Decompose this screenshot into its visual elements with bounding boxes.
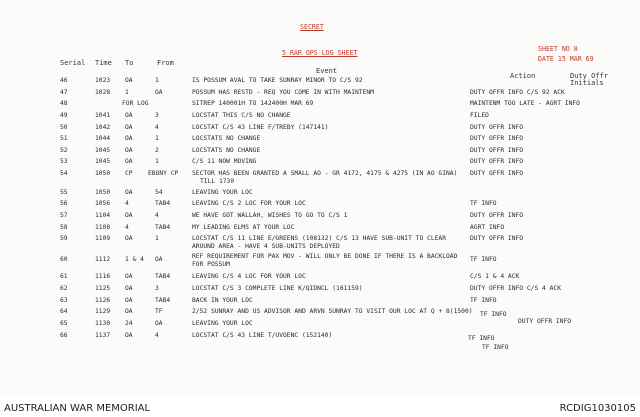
cell-event: LOCSTATS NO CHANGE xyxy=(192,135,261,142)
cell-event: LOCSTAT THIS C/S NO CHANGE xyxy=(192,112,291,119)
table-row xyxy=(0,77,640,87)
cell-action: DUTY OFFR INFO C/S 4 ACK xyxy=(470,285,561,292)
cell-serial: 62 xyxy=(60,285,68,292)
cell-event: C/S 11 NOW MOVING xyxy=(192,158,257,165)
cell-serial: 46 xyxy=(60,77,68,84)
col-header-time: Time xyxy=(95,59,112,67)
cell-event: LOCSTATS NO CHANGE xyxy=(192,147,261,154)
cell-event: LOCSTAT C/S 43 LINE T/UVOENC (152140) xyxy=(192,332,333,339)
cell-serial: 66 xyxy=(60,332,68,339)
footer-record-id: RCDIG1030105 xyxy=(559,403,636,414)
table-row xyxy=(0,112,640,122)
cell-time: 1137 xyxy=(95,332,111,339)
cell-action: DUTY OFFR INFO xyxy=(470,135,524,142)
cell-from: 1 xyxy=(155,158,159,165)
table-row xyxy=(0,320,640,330)
cell-to: OA xyxy=(125,235,133,242)
cell-serial: 59 xyxy=(60,235,68,242)
cell-action: DUTY OFFR INFO xyxy=(470,170,524,177)
cell-to: 1 xyxy=(125,89,129,96)
cell-time: 1023 xyxy=(95,77,111,84)
table-row xyxy=(0,124,640,134)
table-row xyxy=(0,200,640,210)
table-row xyxy=(0,344,640,354)
col-header-to: To xyxy=(125,59,134,67)
cell-time: 1126 xyxy=(95,297,111,304)
cell-event: IS POSSUM AVAL TO TAKE SUNRAY MINOR TO C/S 92 xyxy=(192,77,363,84)
cell-from: OA xyxy=(155,320,163,327)
table-row xyxy=(0,212,640,222)
cell-from: OA xyxy=(155,256,163,263)
cell-serial: 61 xyxy=(60,273,68,280)
cell-action: C/S 1 & 4 ACK xyxy=(470,273,520,280)
cell-event: MY LEADING ELMS AT YOUR LOC xyxy=(192,224,295,231)
cell-action: TF INFO xyxy=(470,256,497,263)
cell-to: CP xyxy=(125,170,133,177)
cell-action: DUTY OFFR INFO C/S 92 ACK xyxy=(470,89,565,96)
table-row xyxy=(0,224,640,234)
cell-from: TF xyxy=(155,308,163,315)
cell-serial: 53 xyxy=(60,158,68,165)
cell-to: OA xyxy=(125,158,133,165)
cell-to: 4 xyxy=(125,224,129,231)
cell-serial: 50 xyxy=(60,124,68,131)
cell-event: LEAVING C/S 4 LOC FOR YOUR LOC xyxy=(192,273,306,280)
cell-action: TF INFO xyxy=(470,297,497,304)
cell-serial: 60 xyxy=(60,256,68,263)
cell-time: 1044 xyxy=(95,135,111,142)
cell-time: 1050 xyxy=(95,189,111,196)
cell-serial: 52 xyxy=(60,147,68,154)
table-row xyxy=(0,235,640,251)
cell-to: OA xyxy=(125,285,133,292)
cell-serial: 57 xyxy=(60,212,68,219)
table-row xyxy=(0,147,640,157)
cell-from: TAB4 xyxy=(155,200,171,207)
cell-time: 1109 xyxy=(95,235,111,242)
table-row xyxy=(0,189,640,199)
cell-event-continued: FOR POSSUM xyxy=(192,261,230,268)
cell-action: DUTY OFFR INFO xyxy=(470,158,524,165)
cell-to: OA xyxy=(125,332,133,339)
cell-event: REF REQUIREMENT FOR PAX MOV - WILL ONLY BE DONE IF THERE IS A BACKLOAD xyxy=(192,253,458,260)
table-row xyxy=(0,273,640,283)
cell-from: 3 xyxy=(155,112,159,119)
col-header-duty-offr: Duty Offr Initials xyxy=(570,72,608,87)
cell-action: DUTY OFFR INFO xyxy=(470,147,524,154)
cell-to: OA xyxy=(125,124,133,131)
cell-time: 1130 xyxy=(95,320,111,327)
cell-to: OA xyxy=(125,112,133,119)
table-row xyxy=(0,332,640,342)
sheet-date: DATE 15 MAR 69 xyxy=(538,55,594,63)
cell-event: LEAVING YOUR LOC xyxy=(192,189,253,196)
cell-time: 1042 xyxy=(95,124,111,131)
cell-event: SITREP 140001H TO 142400H MAR 69 xyxy=(192,100,314,107)
cell-to: OA xyxy=(125,297,133,304)
table-row xyxy=(0,170,640,186)
cell-to: OA xyxy=(125,273,133,280)
cell-to: OA xyxy=(125,77,133,84)
cell-time: 1028 xyxy=(95,89,111,96)
cell-event: SECTOR HAS BEEN GRANTED A SMALL AO - GR 4172, 4175 & 4275 (IN AO GINA) xyxy=(192,170,458,177)
cell-from: 4 xyxy=(155,332,159,339)
table-row xyxy=(0,100,640,110)
cell-time: 1104 xyxy=(95,212,111,219)
cell-action: FILED xyxy=(470,112,489,119)
cell-serial: 65 xyxy=(60,320,68,327)
cell-time: 1112 xyxy=(95,256,111,263)
cell-action: DUTY OFFR INFO xyxy=(470,212,524,219)
cell-to: OA xyxy=(125,189,133,196)
cell-to: OA xyxy=(125,135,133,142)
cell-time: 1041 xyxy=(95,112,111,119)
cell-from: TAB4 xyxy=(155,297,171,304)
cell-serial: 64 xyxy=(60,308,68,315)
cell-from: 4 xyxy=(155,212,159,219)
cell-event: LEAVING YOUR LOC xyxy=(192,320,253,327)
cell-serial: 58 xyxy=(60,224,68,231)
cell-serial: 47 xyxy=(60,89,68,96)
footer-archive-name: AUSTRALIAN WAR MEMORIAL xyxy=(4,403,151,414)
cell-to: OA xyxy=(125,147,133,154)
cell-to: OA xyxy=(125,308,133,315)
cell-event: LOCSTAT C/S 3 COMPLETE LINE K/QIDNCL (161159) xyxy=(192,285,363,292)
cell-from: 1 xyxy=(155,235,159,242)
sheet-number: SHEET NO 8 xyxy=(538,45,578,53)
cell-from: TAB4 xyxy=(155,273,171,280)
cell-action: MAINTENM TOO LATE - AGRT INFO xyxy=(470,100,580,107)
cell-from: 4 xyxy=(155,124,159,131)
cell-time: 1125 xyxy=(95,285,111,292)
cell-serial: 63 xyxy=(60,297,68,304)
cell-from: 2 xyxy=(155,147,159,154)
cell-time: 1050 xyxy=(95,170,111,177)
archive-footer xyxy=(0,397,640,417)
cell-time: 1045 xyxy=(95,147,111,154)
cell-to: FOR LOG xyxy=(122,100,149,107)
table-row xyxy=(0,297,640,307)
cell-action: TF INFO xyxy=(468,335,495,342)
cell-time: 1056 xyxy=(95,200,111,207)
cell-from: 3 xyxy=(155,285,159,292)
cell-serial: 48 xyxy=(60,100,68,107)
table-row xyxy=(0,285,640,295)
classification-stamp: SECRET xyxy=(300,23,324,31)
cell-event: WE HAVE GOT WALLAH, WISHES TO GO TO C/S 1 xyxy=(192,212,348,219)
cell-event: BACK IN YOUR LOC xyxy=(192,297,253,304)
cell-action: TF INFO xyxy=(482,344,509,351)
table-row xyxy=(0,135,640,145)
cell-action: TF INFO xyxy=(480,311,507,318)
col-header-event: Event xyxy=(316,67,338,75)
col-header-serial: Serial xyxy=(60,59,86,67)
table-row xyxy=(0,308,640,318)
cell-event-continued: AROUND AREA - HAVE 4 SUB-UNITS DEPLOYED xyxy=(192,243,340,250)
table-row xyxy=(0,253,640,269)
cell-serial: 49 xyxy=(60,112,68,119)
cell-event: LEAVING C/S 2 LOC FOR YOUR LOC xyxy=(192,200,306,207)
cell-from: OA xyxy=(155,89,163,96)
cell-time: 1108 xyxy=(95,224,111,231)
cell-event: 2/52 SUNRAY AND US ADVISOR AND ARVN SUNRAY TO VISIT OUR LOC AT Q + 8(1500) xyxy=(192,308,473,315)
cell-action: AGRT INFO xyxy=(470,224,505,231)
cell-time: 1116 xyxy=(95,273,111,280)
table-row xyxy=(0,89,640,99)
cell-serial: 56 xyxy=(60,200,68,207)
cell-event-continued: TILL 1730 xyxy=(200,178,235,185)
cell-event: LOCSTAT C/S 11 LINE E/GREENS (108132) C/S 13 HAVE SUB-UNIT TO CLEAR xyxy=(192,235,447,242)
cell-serial: 51 xyxy=(60,135,68,142)
cell-event: POSSUM HAS RESTD - REQ YOU COME IN WITH MAINTENM xyxy=(192,89,374,96)
cell-from: TAB4 xyxy=(155,224,171,231)
cell-to: 4 xyxy=(125,200,129,207)
cell-time: 1129 xyxy=(95,308,111,315)
cell-serial: 55 xyxy=(60,189,68,196)
document-title: 5 RAR OPS LOG SHEET xyxy=(282,49,358,57)
cell-action: TF INFO xyxy=(470,200,497,207)
cell-from: 54 xyxy=(155,189,163,196)
cell-to: OA xyxy=(125,212,133,219)
cell-action: DUTY OFFR INFO xyxy=(518,318,572,325)
cell-from: 1 xyxy=(155,77,159,84)
cell-action: DUTY OFFR INFO xyxy=(470,124,524,131)
col-header-action: Action xyxy=(510,72,536,80)
cell-to: 1 & 4 xyxy=(125,256,144,263)
cell-time: 1045 xyxy=(95,158,111,165)
cell-to: 24 xyxy=(125,320,133,327)
table-row xyxy=(0,158,640,168)
cell-event: LOCSTAT C/S 43 LINE F/TREBY (147141) xyxy=(192,124,329,131)
cell-from: EBONY CP xyxy=(148,170,179,177)
cell-action: DUTY OFFR INFO xyxy=(470,235,524,242)
cell-serial: 54 xyxy=(60,170,68,177)
cell-from: 1 xyxy=(155,135,159,142)
col-header-from: From xyxy=(157,59,174,67)
